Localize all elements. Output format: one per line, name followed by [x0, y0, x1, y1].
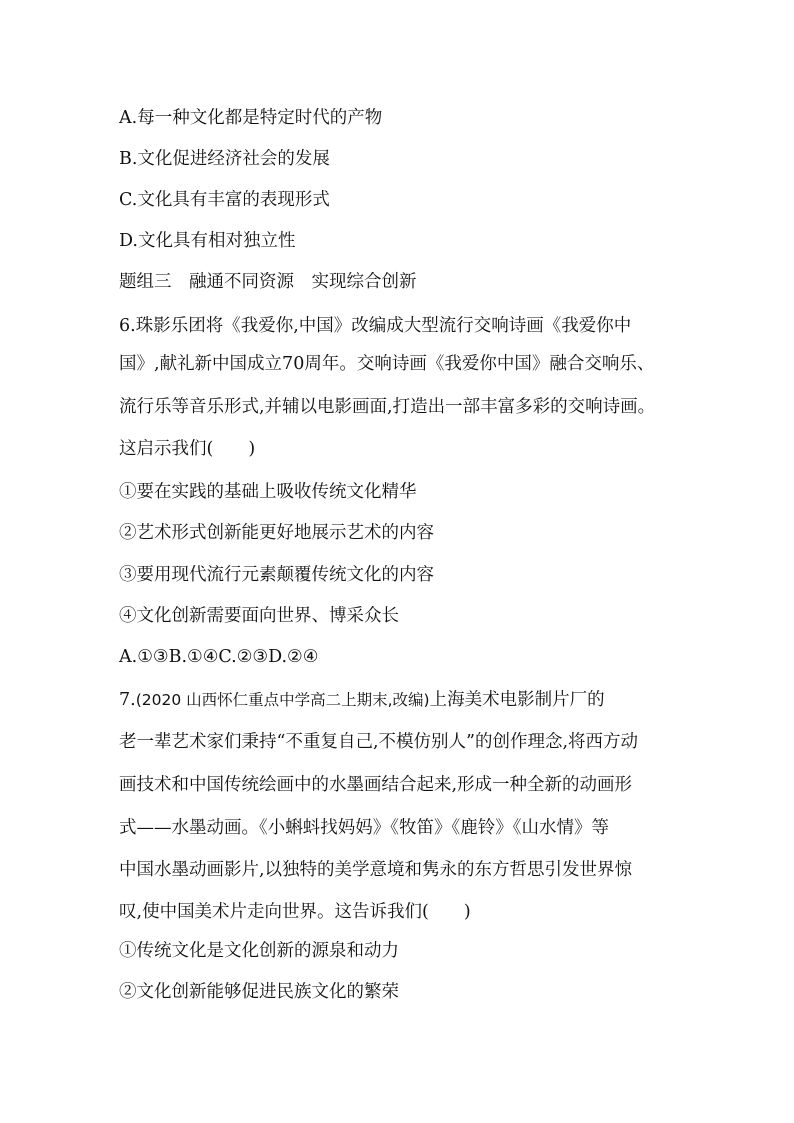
q7-stem-line-1-rest: 上海美术电影制片厂的	[429, 690, 605, 710]
q5-option-a: A.每一种文化都是特定时代的产物	[119, 108, 383, 128]
q7-stem-line-5: 中国水墨动画影片,以独特的美学意境和隽永的东方哲思引发世界惊	[119, 860, 633, 880]
q6-stem-line-1: 6.珠影乐团将《我爱你,中国》改编成大型流行交响诗画《我爱你中	[119, 316, 632, 336]
q7-stem-line-4: 式——水墨动画。《小蝌蚪找妈妈》《牧笛》《鹿铃》《山水情》等	[119, 818, 609, 838]
q7-statement-1: ①传统文化是文化创新的源泉和动力	[119, 941, 399, 961]
q6-stem-line-2: 国》,献礼新中国成立70周年。交响诗画《我爱你中国》融合交响乐、	[119, 354, 655, 374]
q6-stem-line-4: 这启示我们( )	[119, 439, 256, 459]
q6-statement-2: ②艺术形式创新能更好地展示艺术的内容	[119, 523, 434, 543]
section-title: 题组三 融通不同资源 实现综合创新	[119, 272, 417, 292]
q6-statement-4: ④文化创新需要面向世界、博采众长	[119, 606, 399, 626]
q6-statement-3: ③要用现代流行元素颠覆传统文化的内容	[119, 565, 434, 585]
q7-source: (2020 山西怀仁重点中学高二上期末,改编)	[135, 691, 430, 709]
q5-option-c: C.文化具有丰富的表现形式	[119, 190, 330, 210]
q7-number: 7.	[119, 690, 136, 710]
q7-stem-line-1	[119, 688, 605, 712]
q7-stem-line-2: 老一辈艺术家们秉持“不重复自己,不模仿别人”的创作理念,将西方动	[119, 732, 639, 752]
q7-stem-line-6: 叹,使中国美术片走向世界。这告诉我们( )	[119, 902, 471, 922]
q5-option-b: B.文化促进经济社会的发展	[119, 149, 330, 169]
q6-statement-1: ①要在实践的基础上吸收传统文化精华	[119, 482, 417, 502]
q6-stem-line-3: 流行乐等音乐形式,并辅以电影画面,打造出一部丰富多彩的交响诗画。	[119, 397, 656, 417]
q6-answer-options: A.①③B.①④C.②③D.②④	[119, 647, 319, 667]
q7-stem-line-3: 画技术和中国传统绘画中的水墨画结合起来,形成一种全新的动画形	[119, 775, 633, 795]
q7-statement-2: ②文化创新能够促进民族文化的繁荣	[119, 982, 399, 1002]
q5-option-d: D.文化具有相对独立性	[119, 231, 296, 251]
